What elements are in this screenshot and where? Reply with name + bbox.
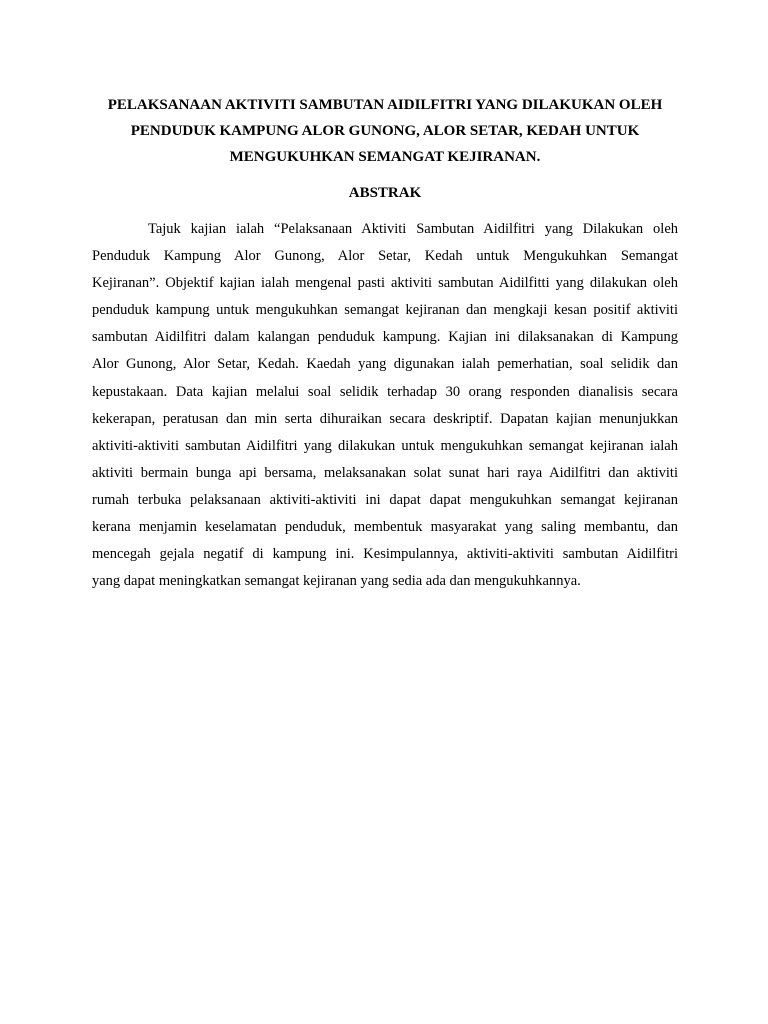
abstract-line: Kejiranan”. Objektif kajian ialah mengenal pasti aktiviti sambutan Aidilfitti yang dilakukan oleh: [92, 275, 678, 292]
title-line: PENDUDUK KAMPUNG ALOR GUNONG, ALOR SETAR, KEDAH UNTUK: [130, 123, 640, 139]
abstract-line: Alor Gunong, Alor Setar, Kedah. Kaedah yang digunakan ialah pemerhatian, soal selidik dan: [92, 356, 678, 373]
abstract-line: kekerapan, peratusan dan min serta dihuraikan secara deskriptif. Dapatan kajian menunjukkan: [92, 410, 678, 427]
abstract-line: mencegah gejala negatif di kampung ini. Kesimpulannya, aktiviti-aktiviti sambutan Aidilfitri: [92, 546, 678, 563]
abstract-line: kepustakaan. Data kajian melalui soal selidik terhadap 30 orang responden dianalisis secara: [92, 383, 678, 400]
abstract-line: sambutan Aidilfitri dalam kalangan penduduk kampung. Kajian ini dilaksanakan di Kampung: [92, 329, 678, 346]
abstract-line: aktiviti-aktiviti sambutan Aidilfitri yang dilakukan untuk mengukuhkan semangat kejiranan ialah: [92, 437, 678, 454]
document-title: [80, 92, 690, 170]
abstract-line: Penduduk Kampung Alor Gunong, Alor Setar, Kedah untuk Mengukuhkan Semangat: [92, 248, 678, 265]
abstract-line: kerana menjamin keselamatan penduduk, membentuk masyarakat yang saling membantu, dan: [92, 519, 678, 536]
abstract-heading: ABSTRAK: [348, 185, 422, 201]
abstract-line: aktiviti bermain bunga api bersama, melaksanakan solat sunat hari raya Aidilfitri dan aktiviti: [92, 464, 678, 481]
abstract-paragraph: [92, 216, 678, 595]
abstract-line: rumah terbuka pelaksanaan aktiviti-aktiviti ini dapat dapat mengukuhkan semangat kejiranan: [92, 491, 678, 508]
title-line: PELAKSANAAN AKTIVITI SAMBUTAN AIDILFITRI YANG DILAKUKAN OLEH: [107, 97, 663, 113]
title-line: MENGUKUHKAN SEMANGAT KEJIRANAN.: [229, 149, 541, 165]
abstract-line: Tajuk kajian ialah “Pelaksanaan Aktiviti Sambutan Aidilfitri yang Dilakukan oleh: [148, 221, 678, 237]
abstract-line: yang dapat meningkatkan semangat kejiranan yang sedia ada dan mengukuhkannya.: [92, 573, 581, 590]
abstract-line: penduduk kampung untuk mengukuhkan semangat kejiranan dan mengkaji kesan positif aktiviti: [92, 302, 678, 319]
